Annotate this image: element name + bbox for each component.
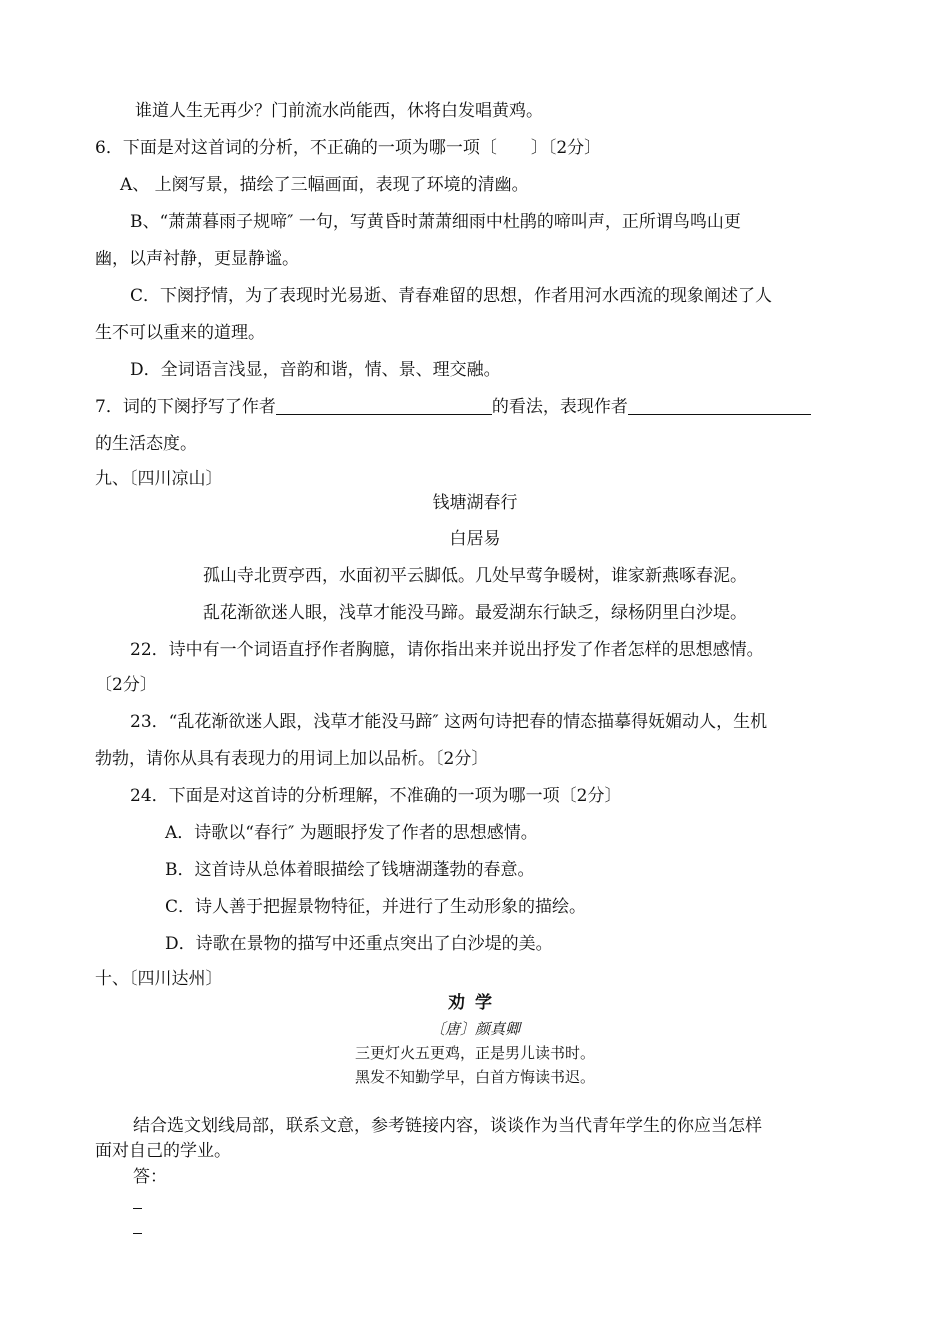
question-22-line1: 22．诗中有一个词语直抒作者胸臆，请你指出来并说出抒发了作者怎样的思想感情。 bbox=[130, 640, 764, 660]
answer-line-1[interactable] bbox=[133, 1208, 142, 1209]
question-7-part1: 7．词的下阕抒写了作者 bbox=[95, 397, 276, 417]
poem-author: 白居易 bbox=[449, 529, 501, 549]
section-10-question-line1: 结合选文划线局部，联系文意，参考链接内容，谈谈作为当代青年学生的你应当怎样 bbox=[133, 1116, 762, 1136]
question-24-option-c: C．诗人善于把握景物特征，并进行了生动形象的描绘。 bbox=[165, 897, 587, 917]
answer-label: 答： bbox=[133, 1167, 167, 1187]
question-7-part2: 的看法，表现作者 bbox=[491, 397, 628, 417]
poem-2-line-2: 黑发不知勤学早，白首方悔读书迟。 bbox=[354, 1068, 595, 1086]
question-24-stem: 24．下面是对这首诗的分析理解，不准确的一项为哪一项〔2分〕 bbox=[130, 786, 622, 806]
question-6-option-b-line1: B、“萧萧暮雨子规啼″ 一句，写黄昏时萧萧细雨中杜鹃的啼叫声，正所谓鸟鸣山更 bbox=[130, 212, 741, 232]
poem-title: 钱塘湖春行 bbox=[432, 493, 518, 513]
question-7-line2: 的生活态度。 bbox=[95, 434, 197, 454]
question-6-option-c-line2: 生不可以重来的道理。 bbox=[95, 323, 265, 343]
poem-2-line-1: 三更灯火五更鸡，正是男儿读书时。 bbox=[354, 1044, 595, 1062]
poem-2-author: 〔唐〕颜真卿 bbox=[429, 1020, 520, 1038]
poem-line-1: 孤山寺北贾亭西，水面初平云脚低。几处早莺争暖树，谁家新燕啄春泥。 bbox=[203, 566, 747, 586]
question-6-stem: 6．下面是对这首词的分析，不正确的一项为哪一项〔 〕〔2分〕 bbox=[95, 138, 602, 158]
answer-blank-2[interactable] bbox=[628, 398, 811, 415]
question-24-option-b: B．这首诗从总体着眼描绘了钱塘湖蓬勃的春意。 bbox=[165, 860, 535, 880]
question-7-line1 bbox=[95, 396, 811, 418]
section-9-heading: 九、〔四川凉山〕 bbox=[95, 469, 223, 489]
question-6-option-b-line2: 幽，以声衬静，更显静谧。 bbox=[95, 249, 299, 269]
intro-poem-line: 谁道人生无再少？门前流水尚能西，休将白发唱黄鸡。 bbox=[135, 101, 543, 121]
question-6-option-d: D．全词语言浅显，音韵和谐，情、景、理交融。 bbox=[130, 360, 501, 380]
question-23-line2: 勃勃，请你从具有表现力的用词上加以品析。〔2分〕 bbox=[95, 749, 489, 769]
question-23-line1: 23．“乱花渐欲迷人跟，浅草才能没马蹄″ 这两句诗把春的情态描摹得妩媚动人，生机 bbox=[130, 712, 768, 732]
answer-blank-1[interactable] bbox=[276, 398, 492, 415]
poem-line-2: 乱花渐欲迷人眼，浅草才能没马蹄。最爱湖东行缺乏，绿杨阴里白沙堤。 bbox=[203, 603, 747, 623]
answer-line-2[interactable] bbox=[133, 1233, 142, 1234]
poem-2-title: 劝学 bbox=[448, 993, 502, 1013]
question-24-option-a: A．诗歌以“春行″ 为题眼抒发了作者的思想感情。 bbox=[165, 823, 538, 843]
section-10-question-line2: 面对自己的学业。 bbox=[95, 1141, 231, 1161]
question-22-line2: 〔2分〕 bbox=[95, 675, 157, 695]
question-6-option-c-line1: C．下阕抒情，为了表现时光易逝、青春难留的思想，作者用河水西流的现象阐述了人 bbox=[130, 286, 773, 306]
question-6-option-a: A、 上阕写景，描绘了三幅画面，表现了环境的清幽。 bbox=[120, 175, 529, 195]
section-10-heading: 十、〔四川达州〕 bbox=[95, 969, 223, 989]
question-24-option-d: D．诗歌在景物的描写中还重点突出了白沙堤的美。 bbox=[165, 934, 553, 954]
